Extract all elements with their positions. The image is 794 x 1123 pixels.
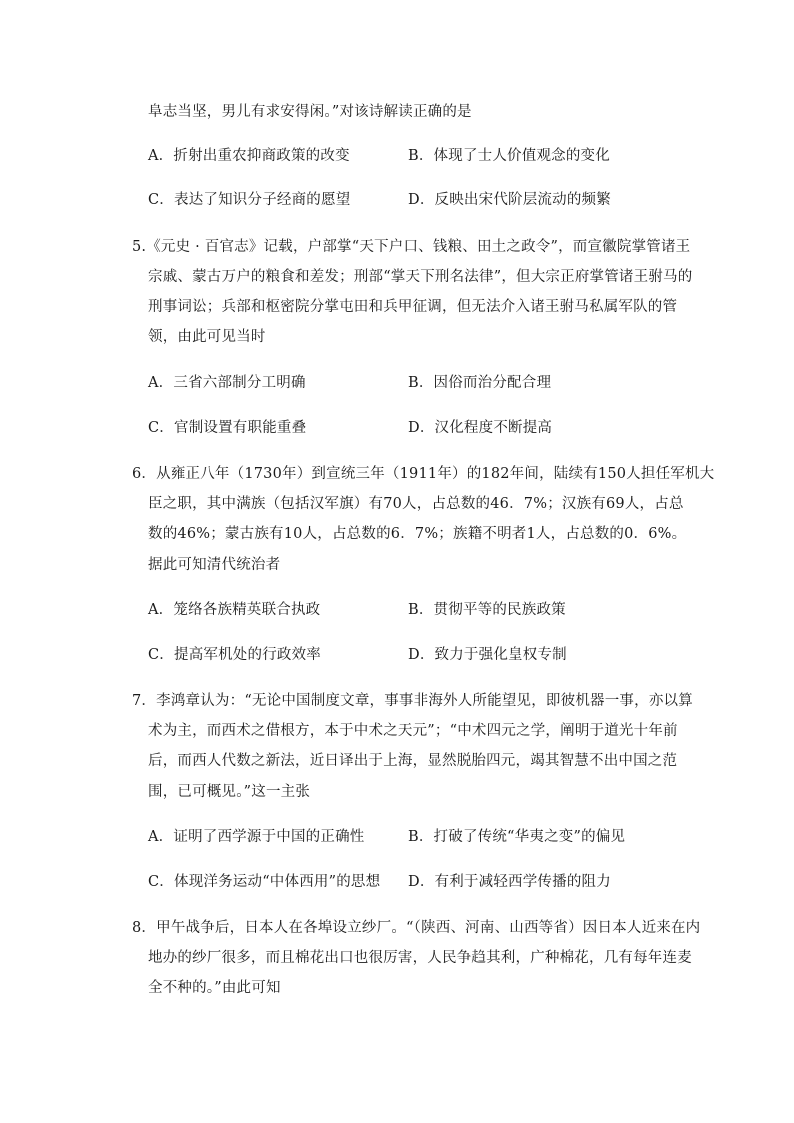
q5-stem-line-2: 宗戚、蒙古万户的粮食和差发；刑部“掌天下刑名法律”，但大宗正府掌管诸王驸马的 [148,269,693,285]
q7-option-d: D．有利于减轻西学传播的阻力 [408,874,611,890]
q4-stem-tail: 阜志当坚，男儿有求安得闲。”对该诗解读正确的是 [148,104,472,120]
q8-stem-line-1: 8．甲午战争后，日本人在各埠设立纱厂。“（陕西、河南、山西等省）因日本人近来在内 [132,920,701,936]
q6-option-c: C．提高军机处的行政效率 [148,647,321,663]
q5-option-d: D．汉化程度不断提高 [408,420,553,436]
q5-stem-line-4: 领，由此可见当时 [148,329,266,345]
q4-option-a: A．折射出重农抑商政策的改变 [148,148,350,164]
q4-option-c: C．表达了知识分子经商的愿望 [148,192,351,208]
q6-option-d: D．致力于强化皇权专制 [408,647,567,663]
q5-option-a: A．三省六部制分工明确 [148,375,306,391]
q6-option-a: A．笼络各族精英联合执政 [148,602,321,618]
q6-option-b: B．贯彻平等的民族政策 [408,602,566,618]
q5-option-b: B．因俗而治分配合理 [408,375,552,391]
q5-option-c: C．官制设置有职能重叠 [148,420,307,436]
q6-stem-line-1: 6．从雍正八年（1730年）到宣统三年（1911年）的182年间，陆续有150人担任军机大 [132,466,715,482]
q5-stem-line-3: 刑事词讼；兵部和枢密院分掌屯田和兵甲征调，但无法介入诸王驸马私属军队的管 [148,299,678,315]
q4-option-d: D．反映出宋代阶层流动的频繁 [408,192,611,208]
q7-stem-line-3: 后，而西人代数之新法，近日译出于上海，显然脱胎四元，竭其智慧不出中国之范 [148,753,678,769]
q7-option-c: C．体现洋务运动“中体西用”的思想 [148,874,381,890]
q7-stem-line-2: 术为主，而西术之借根方，本于中术之天元”；“中术四元之学，阐明于道光十年前 [148,723,678,739]
q6-stem-line-2: 臣之职，其中满族（包括汉军旗）有70人，占总数的46．7%；汉族有69人，占总 [148,496,684,512]
q7-stem-line-1: 7．李鸿章认为：“无论中国制度文章，事事非海外人所能望见，即彼机器一事，亦以算 [132,693,693,709]
q5-stem-line-1: 5.《元史 · 百官志》记载，户部掌“天下户口、钱粮、田土之政令”，而宣徽院掌管诸王 [132,239,691,255]
q8-stem-line-3: 全不种的。”由此可知 [148,980,281,996]
q4-option-b: B．体现了士人价值观念的变化 [408,148,610,164]
q6-stem-line-3: 数的46%；蒙古族有10人，占总数的6．7%；族籍不明者1人，占总数的0．6%。 [148,526,687,542]
q6-stem-line-4: 据此可知清代统治者 [148,557,281,573]
q7-option-b: B．打破了传统“华夷之变”的偏见 [408,829,626,845]
q8-stem-line-2: 地办的纱厂很多，而且棉花出口也很厉害，人民争趋其利，广种棉花，几有每年连麦 [148,950,692,966]
q7-option-a: A．证明了西学源于中国的正确性 [148,829,365,845]
q7-stem-line-4: 围，已可概见。”这一主张 [148,784,311,800]
